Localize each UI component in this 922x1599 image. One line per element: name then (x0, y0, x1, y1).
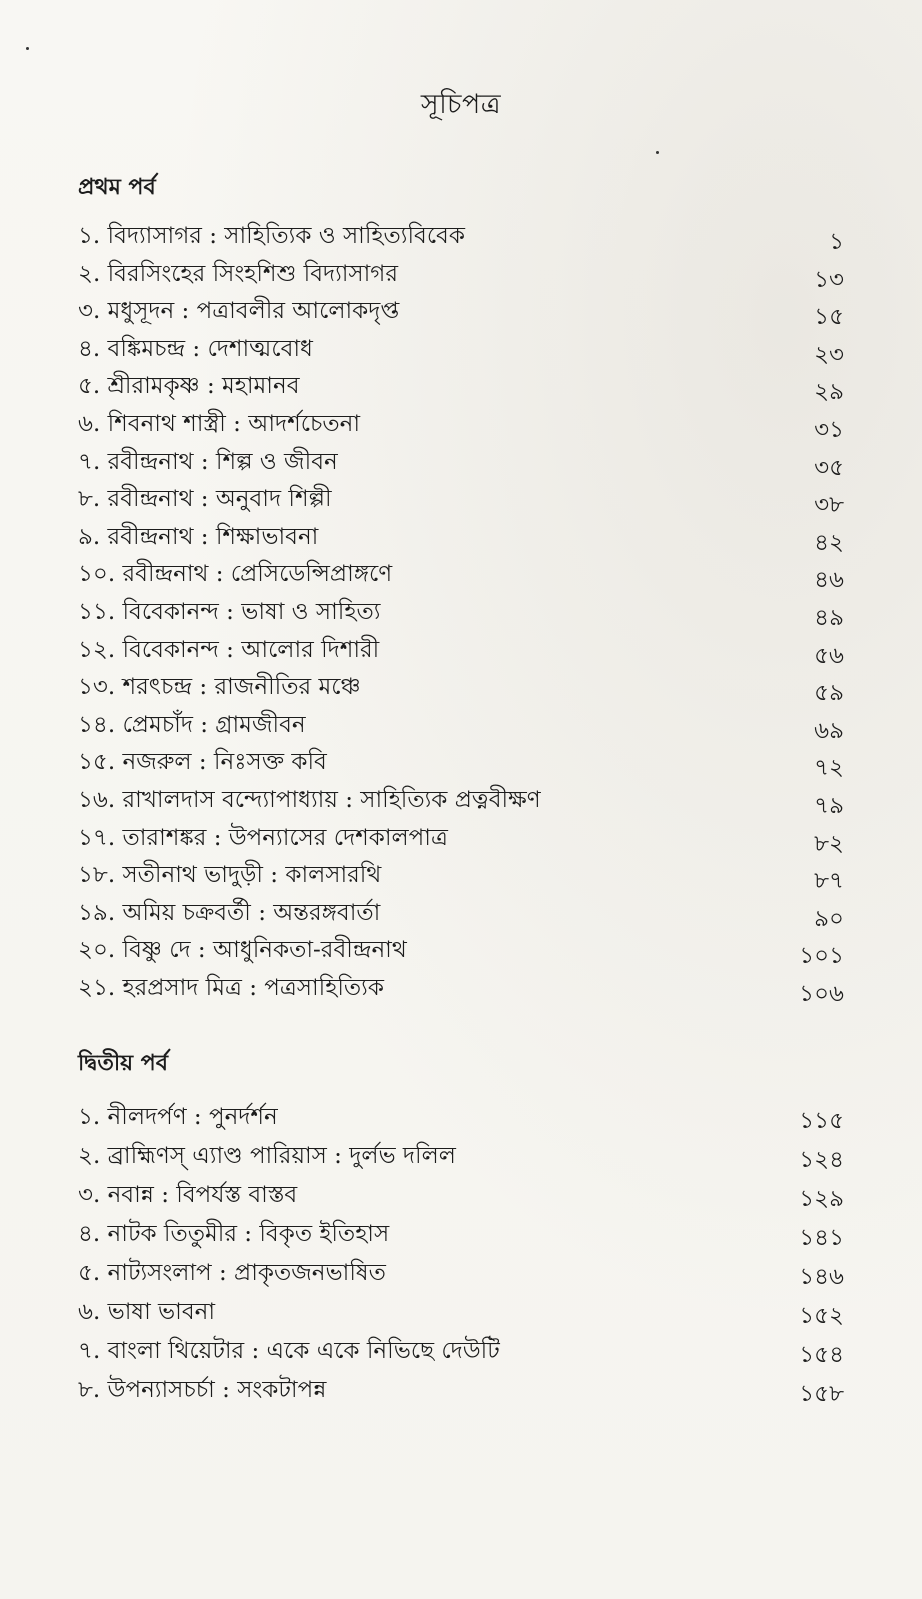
part1-heading: প্রথম পর্ব (78, 174, 156, 200)
page-title: সূচিপত্র (420, 89, 502, 120)
toc-entry-title: ৩. মধুসূদন : পত্রাবলীর আলোকদৃপ্ত (78, 298, 400, 325)
toc-entry-page-number: ৪২ (814, 529, 844, 556)
toc-entry-title: ৪. বঙ্কিমচন্দ্র : দেশাত্মবোধ (78, 335, 313, 362)
toc-entry (78, 1332, 844, 1371)
toc-entry (78, 1137, 844, 1176)
toc-entry (78, 444, 844, 482)
toc-entry (78, 857, 844, 895)
toc-entry-page-number: ৮৭ (814, 868, 844, 895)
toc-entry-page-number: ৭৯ (814, 792, 844, 819)
toc-entry-page-number: ৮২ (814, 830, 844, 857)
toc-entry (78, 1098, 844, 1137)
toc-entry (78, 1176, 844, 1215)
toc-entry-title: ১৭. তারাশঙ্কর : উপন্যাসের দেশকালপাত্র (78, 824, 448, 851)
toc-entry-title: ১৮. সতীনাথ ভাদুড়ী : কালসারথি (78, 862, 382, 889)
toc-entry-title: ১৯. অমিয় চক্রবর্তী : অন্তরঙ্গবার্তা (78, 899, 381, 926)
toc-entry (78, 1215, 844, 1254)
toc-entry-page-number: ৭২ (814, 755, 844, 782)
toc-entry (78, 331, 844, 369)
toc-entry-title: ২. ব্রাহ্মিণস্ এ্যাণ্ড পারিয়াস : দুর্লভ দলিল (78, 1143, 456, 1169)
toc-entry (78, 481, 844, 519)
toc-entry-title: ৮. উপন্যাসচর্চা : সংকটাপন্ন (78, 1377, 327, 1403)
toc-entry-page-number: ১৫ (814, 304, 844, 331)
print-speck (656, 151, 659, 154)
toc-entry-page-number: ৫৬ (814, 642, 844, 669)
toc-entry-title: ৫. নাট্যসংলাপ : প্রাকৃতজনভাষিত (78, 1260, 386, 1286)
toc-entry-title: ৯. রবীন্দ্রনাথ : শিক্ষাভাবনা (78, 523, 319, 550)
toc-entry-title: ১. বিদ্যাসাগর : সাহিত্যিক ও সাহিত্যবিবেক (78, 223, 465, 249)
toc-entry (78, 218, 844, 256)
toc-entry (78, 707, 844, 745)
toc-entry-page-number: ১০১ (799, 943, 844, 970)
toc-entry-title: ১০. রবীন্দ্রনাথ : প্রেসিডেন্সিপ্রাঙ্গণে (78, 561, 393, 588)
toc-entry (78, 932, 844, 970)
toc-entry-page-number: ৩৫ (814, 454, 844, 481)
toc-entry-title: ১৬. রাখালদাস বন্দ্যোপাধ্যায় : সাহিত্যিক প্রত্নবীক্ষণ (78, 786, 541, 813)
toc-entry-title: ২০. বিষ্ণু দে : আধুনিকতা-রবীন্দ্রনাথ (78, 937, 407, 964)
toc-entry-title: ৭. রবীন্দ্রনাথ : শিল্প ও জীবন (78, 448, 338, 475)
toc-entry (78, 256, 844, 294)
toc-entry-page-number: ৩১ (814, 416, 844, 443)
toc-entry-title: ১৪. প্রেমচাঁদ : গ্রামজীবন (78, 711, 306, 738)
toc-entry-title: ৩. নবান্ন : বিপর্যস্ত বাস্তব (78, 1182, 298, 1208)
toc-entry (78, 594, 844, 632)
toc-entry-page-number: ১৫২ (799, 1303, 844, 1329)
part2-entry-list (78, 1098, 844, 1410)
toc-entry (78, 406, 844, 444)
toc-entry (78, 632, 844, 670)
toc-entry-page-number: ৩৮ (814, 492, 844, 519)
toc-entry (78, 1254, 844, 1293)
toc-entry-page-number: ১২৪ (799, 1147, 844, 1173)
toc-entry (78, 519, 844, 557)
toc-entry-page-number: ১২৯ (799, 1186, 844, 1212)
toc-entry-title: ১১. বিবেকানন্দ : ভাষা ও সাহিত্য (78, 598, 381, 625)
part2-heading: দ্বিতীয় পর্ব (78, 1050, 168, 1076)
toc-entry-title: ২. বিরসিংহের সিংহশিশু বিদ্যাসাগর (78, 260, 399, 287)
toc-entry-page-number: ১১৫ (799, 1108, 844, 1134)
toc-entry-title: ১৩. শরৎচন্দ্র : রাজনীতির মঞ্চে (78, 674, 361, 701)
toc-entry-title: ৬. ভাষা ভাবনা (78, 1299, 216, 1325)
toc-entry-title: ১. নীলদর্পণ : পুনর্দর্শন (78, 1104, 278, 1130)
toc-entry-page-number: ৫৯ (814, 680, 844, 707)
toc-entry (78, 895, 844, 933)
toc-entry (78, 368, 844, 406)
toc-entry-page-number: ৪৬ (814, 567, 844, 594)
toc-entry (78, 1293, 844, 1332)
toc-entry-page-number: ৪৯ (814, 604, 844, 631)
toc-entry (78, 1371, 844, 1410)
toc-entry (78, 669, 844, 707)
toc-entry-page-number: ১ (829, 229, 844, 255)
toc-entry-title: ১২. বিবেকানন্দ : আলোর দিশারী (78, 636, 380, 663)
toc-entry-title: ৭. বাংলা থিয়েটার : একে একে নিভিছে দেউটি (78, 1338, 500, 1364)
toc-entry-page-number: ৬৯ (814, 717, 844, 744)
toc-entry (78, 782, 844, 820)
toc-entry-page-number: ২৯ (814, 379, 844, 406)
toc-entry-page-number: ১০৬ (799, 980, 844, 1007)
print-speck (26, 47, 29, 50)
toc-entry-page-number: ১৩ (814, 266, 844, 293)
toc-entry-page-number: ১৪১ (799, 1225, 844, 1251)
toc-entry-page-number: ১৪৬ (799, 1264, 844, 1290)
toc-entry-title: ৮. রবীন্দ্রনাথ : অনুবাদ শিল্পী (78, 486, 332, 513)
toc-entry-page-number: ১৫৪ (799, 1342, 844, 1368)
toc-entry-title: ৪. নাটক তিতুমীর : বিকৃত ইতিহাস (78, 1221, 390, 1247)
toc-entry (78, 293, 844, 331)
toc-entry-title: ১৫. নজরুল : নিঃসক্ত কবি (78, 749, 327, 776)
part1-entry-list (78, 218, 844, 1007)
toc-entry (78, 820, 844, 858)
toc-entry-title: ৬. শিবনাথ শাস্ত্রী : আদর্শচেতনা (78, 410, 361, 437)
toc-entry-page-number: ২৩ (814, 341, 844, 368)
toc-entry (78, 970, 844, 1008)
toc-entry-title: ৫. শ্রীরামকৃষ্ণ : মহামানব (78, 373, 300, 400)
toc-entry-page-number: ১৫৮ (799, 1381, 844, 1407)
toc-entry-page-number: ৯০ (814, 905, 844, 932)
toc-entry-title: ২১. হরপ্রসাদ মিত্র : পত্রসাহিত্যিক (78, 974, 384, 1001)
toc-entry (78, 744, 844, 782)
toc-entry (78, 556, 844, 594)
